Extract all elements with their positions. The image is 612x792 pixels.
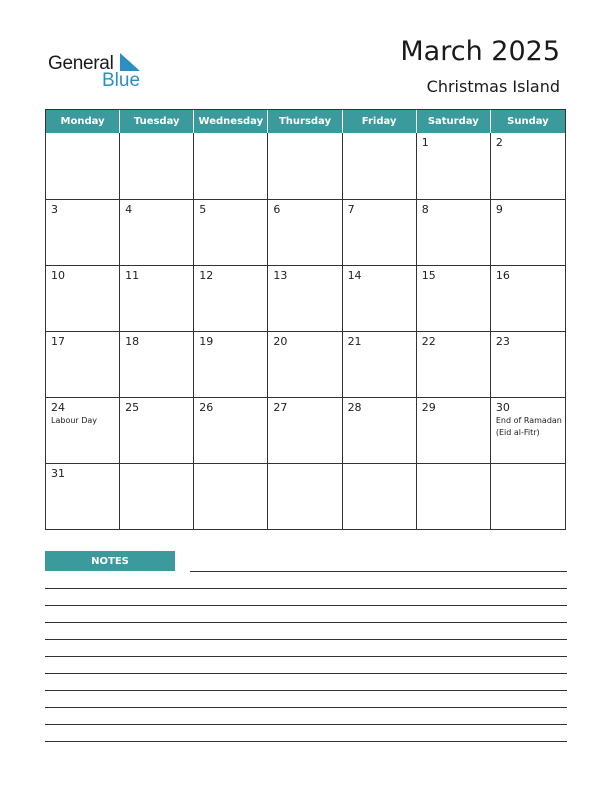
day-number: 29 (421, 401, 436, 414)
day-cell (417, 331, 491, 397)
note-line (45, 690, 567, 691)
weekday-header: Sunday (507, 116, 549, 127)
weekday-header: Saturday (417, 110, 491, 133)
day-cell (120, 265, 194, 331)
notes-label: NOTES (45, 551, 175, 571)
day-number: 25 (125, 401, 140, 414)
day-number: 27 (273, 401, 288, 414)
day-cell (343, 463, 417, 529)
day-cell (268, 463, 342, 529)
day-cell (417, 397, 491, 463)
day-cell (120, 199, 194, 265)
day-number: 11 (125, 269, 140, 282)
weekday-header: Friday (343, 110, 417, 133)
day-cell (268, 331, 342, 397)
page-subtitle: Christmas Island (426, 77, 560, 96)
day-cell (120, 463, 194, 529)
day-number: 31 (51, 467, 65, 480)
day-number: 6 (273, 203, 281, 216)
day-cell (343, 265, 417, 331)
day-number: 23 (495, 335, 510, 348)
day-cell (491, 331, 565, 397)
day-number: 3 (51, 203, 58, 216)
note-line (45, 707, 567, 708)
day-cell (46, 463, 120, 529)
weekday-header: Thursday (268, 110, 342, 133)
day-cell (46, 331, 120, 397)
note-line (45, 622, 567, 623)
day-cell (417, 265, 491, 331)
day-number: 22 (421, 335, 436, 348)
day-number: 26 (199, 401, 214, 414)
day-number: 17 (51, 335, 65, 348)
day-number: 19 (199, 335, 214, 348)
note-line (45, 673, 567, 674)
day-cell (491, 397, 565, 463)
day-number: 24 (51, 401, 65, 414)
day-number: 16 (495, 269, 510, 282)
day-cell (194, 397, 268, 463)
day-cell (46, 397, 120, 463)
day-cell (417, 199, 491, 265)
note-line (45, 639, 567, 640)
note-line (45, 741, 567, 742)
day-number: 12 (199, 269, 214, 282)
day-number: 9 (495, 203, 503, 216)
weekday-header: Monday (46, 110, 120, 133)
day-cell (417, 463, 491, 529)
day-number: 30 (495, 401, 510, 414)
day-number: 1 (421, 136, 429, 149)
day-cell (417, 133, 491, 199)
calendar-grid (45, 109, 566, 530)
note-line (45, 724, 567, 725)
day-number: 10 (51, 269, 65, 282)
day-cell (268, 133, 342, 199)
day-cell (491, 265, 565, 331)
day-number: 4 (125, 203, 133, 216)
day-number: 21 (347, 335, 362, 348)
day-cell (46, 199, 120, 265)
day-number: 14 (347, 269, 362, 282)
day-cell (194, 199, 268, 265)
weekday-header: Tuesday (120, 110, 194, 133)
note-line (45, 588, 567, 589)
day-number: 20 (273, 335, 288, 348)
day-cell (343, 133, 417, 199)
day-cell (120, 331, 194, 397)
day-grid (46, 133, 565, 529)
day-cell (194, 133, 268, 199)
day-cell (268, 199, 342, 265)
day-cell (194, 331, 268, 397)
note-line (45, 656, 567, 657)
day-cell (194, 265, 268, 331)
day-cell (46, 265, 120, 331)
weekday-header-row (46, 110, 565, 133)
day-cell (120, 397, 194, 463)
day-number: 15 (421, 269, 436, 282)
holiday-label: Labour Day (51, 416, 98, 425)
day-cell (268, 265, 342, 331)
weekday-header: Wednesday (194, 110, 268, 133)
day-number: 13 (273, 269, 288, 282)
note-line (45, 605, 567, 606)
day-cell (120, 133, 194, 199)
day-number: 5 (199, 203, 207, 216)
day-cell (194, 463, 268, 529)
note-line (190, 571, 567, 572)
day-cell (343, 397, 417, 463)
generalblue-logo (48, 50, 148, 92)
day-cell (343, 199, 417, 265)
day-number: 7 (347, 203, 355, 216)
day-number: 8 (421, 203, 429, 216)
day-cell (491, 133, 565, 199)
holiday-label: End of Ramadan (Eid al-Fitr) (495, 416, 562, 437)
logo-blue-text: Blue (102, 70, 141, 91)
day-number: 28 (347, 401, 362, 414)
day-cell (491, 463, 565, 529)
day-cell (343, 331, 417, 397)
day-cell (491, 199, 565, 265)
day-cell (268, 397, 342, 463)
day-number: 18 (125, 335, 140, 348)
day-number: 2 (495, 136, 503, 149)
page-title: March 2025 (400, 36, 560, 67)
day-cell (46, 133, 120, 199)
logo-triangle-icon (120, 53, 140, 71)
logo-general-text: General (48, 53, 114, 74)
